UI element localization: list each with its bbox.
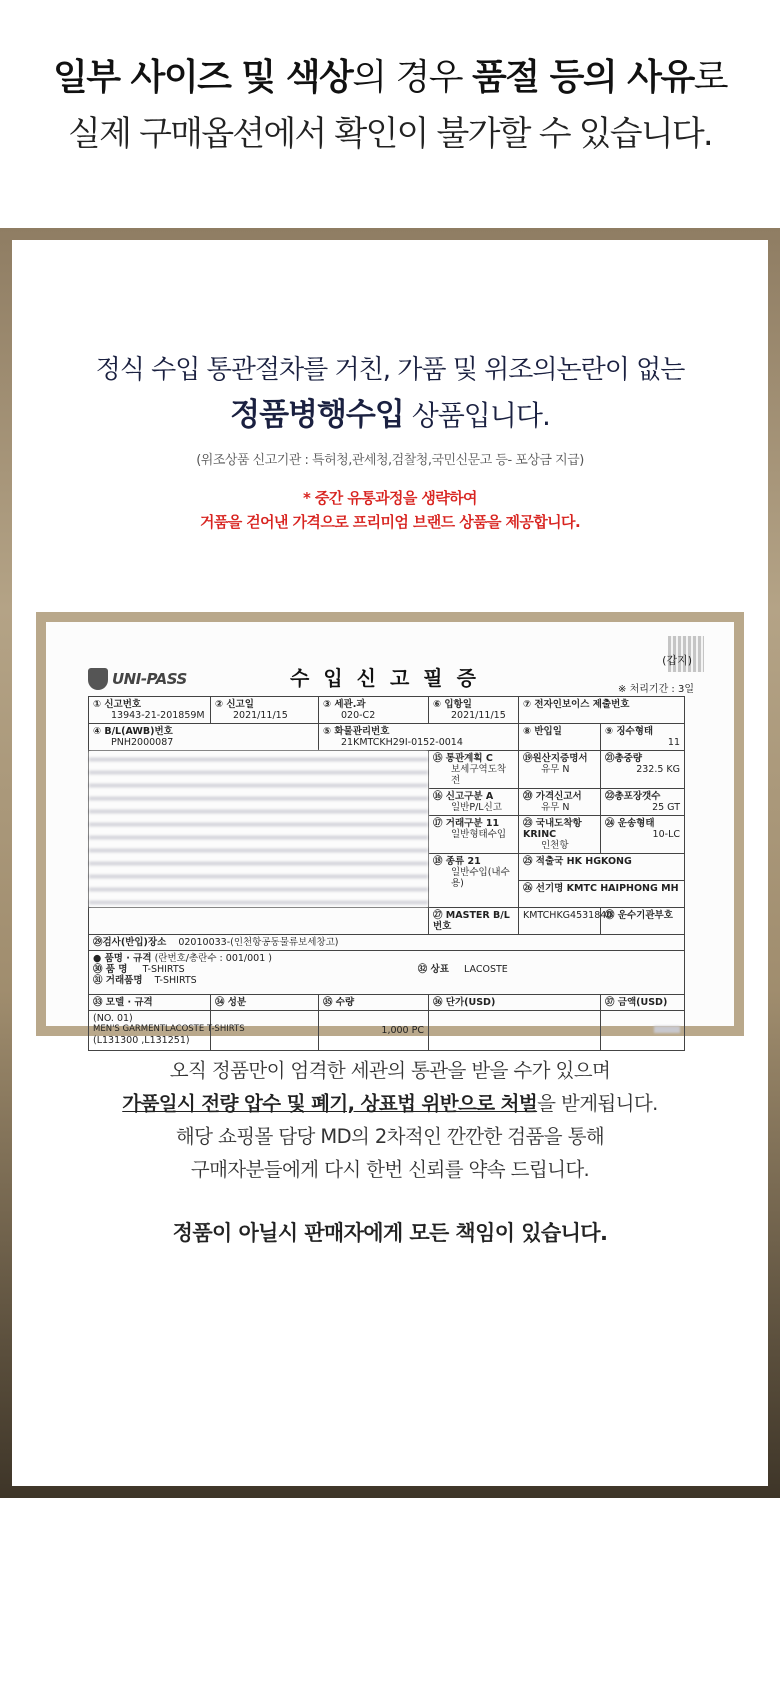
headline [12, 350, 768, 468]
processing-period: ※ 처리기간 : 3일 [618, 684, 694, 695]
certificate-table [88, 696, 685, 1051]
statement-line-3: 해당 쇼핑몰 담당 MD의 2차적인 깐깐한 검품을 통해 [175, 1125, 605, 1148]
table-row: ㉗ MASTER B/L번호 KMTCHKG4531840 ㉘ 운수기관부호 [89, 908, 685, 935]
import-certificate [46, 622, 734, 1046]
import-certificate-frame [36, 612, 744, 1046]
table-row: ④ B/L(AWB)번호 PNH2000087 ⑤ 화물관리번호 21KMTCKH29I-0152-0014 ⑧ 반입일 ⑨ 징수형태 11 [89, 724, 685, 751]
authenticity-frame [0, 228, 780, 1498]
table-row: ㉝ 모델 · 규격 ㉞ 성분 ㉟ 수량 ㊱ 단가(USD) ㊲ 금액(USD) [89, 995, 685, 1011]
headline-line-1: 정식 수입 통관절차를 거친, 가품 및 위조의논란이 없는 [95, 355, 685, 385]
table-row: ① 신고번호 13943-21-201859M ② 신고일 2021/11/15 ③ 세관.과 020-C2 ⑥ 입항일 2021/11/15 ⑦ 전자인보이스 제출번호 [89, 697, 685, 724]
redacted-amount [654, 1026, 680, 1033]
table-row: ㉙검사(반입)장소 02010033-(인천항공동물류보세창고) [89, 935, 685, 951]
notice-line-2: 실제 구매옵션에서 확인이 불가할 수 있습니다. [68, 114, 712, 154]
table-row: ● 품명 · 규격 (란번호/총란수 : 001/001 ) ㉚ 품 명 T-SHIRTS ㉜ 상표 LACOSTE ㉛ 거래품명 T-SHIRTS [89, 951, 685, 995]
table-row: ㉖ 선기명 KMTC HAIPHONG MH [89, 881, 685, 908]
top-notice [0, 52, 780, 160]
unipass-logo: UNI-PASS [88, 666, 194, 692]
notice-line-1: 일부 사이즈 및 색상의 경우 품절 등의 사유로 [52, 57, 728, 98]
certificate-corner: (갑지) [662, 654, 692, 667]
parallel-import-label: 정품병행수입 [230, 397, 404, 433]
statement-line-2: 가품일시 전량 압수 및 폐기, 상표법 위반으로 처벌을 받게됩니다. [122, 1092, 658, 1115]
authenticity-panel [12, 240, 768, 1486]
table-row: ⑯ 신고구분 A 일반P/L신고 ⑳ 가격신고서 유무 N ㉒총포장갯수 25 GT [89, 789, 685, 816]
headline-line-2: 정품병행수입 상품입니다. [230, 397, 550, 433]
price-note: * 중간 유통과정을 생략하여 거품을 걷어낸 가격으로 프리미엄 브랜드 상품을 제공합니다. [199, 489, 581, 531]
certificate-title: 수입신고필증 [290, 666, 490, 690]
redacted-importer-info [89, 751, 429, 908]
statement-line-1: 오직 정품만이 엄격한 세관의 통관을 받을 수가 있으며 [169, 1059, 611, 1082]
table-row: ⑱ 종류 21 일반수입(내수용) ㉕ 적출국 HK HGKONG [89, 854, 685, 881]
table-row: ⑮ 통관계획 C 보세구역도착전 ⑲원산지증명서 유무 N ㉑총중량 232.5 KG [89, 751, 685, 789]
report-agencies-note: (위조상품 신고기관 : 특허청,관세청,검찰청,국민신문고 등- 포상금 지급) [196, 453, 584, 468]
seller-responsibility: 정품이 아닐시 판매자에게 모든 책임이 있습니다. [172, 1221, 608, 1245]
authenticity-statement [12, 1054, 768, 1250]
statement-line-4: 구매자분들에게 다시 한번 신뢰를 약속 드립니다. [190, 1158, 590, 1181]
table-row: ⑰ 거래구분 11 일반형태수입 ㉓ 국내도착항 KRINC 인천항 ㉔ 운송형태 10-LC [89, 816, 685, 854]
table-row: (NO. 01) MEN'S GARMENTLACOSTE T-SHIRTS (L131300 ,L131251) 1,000 PC [89, 1011, 685, 1051]
